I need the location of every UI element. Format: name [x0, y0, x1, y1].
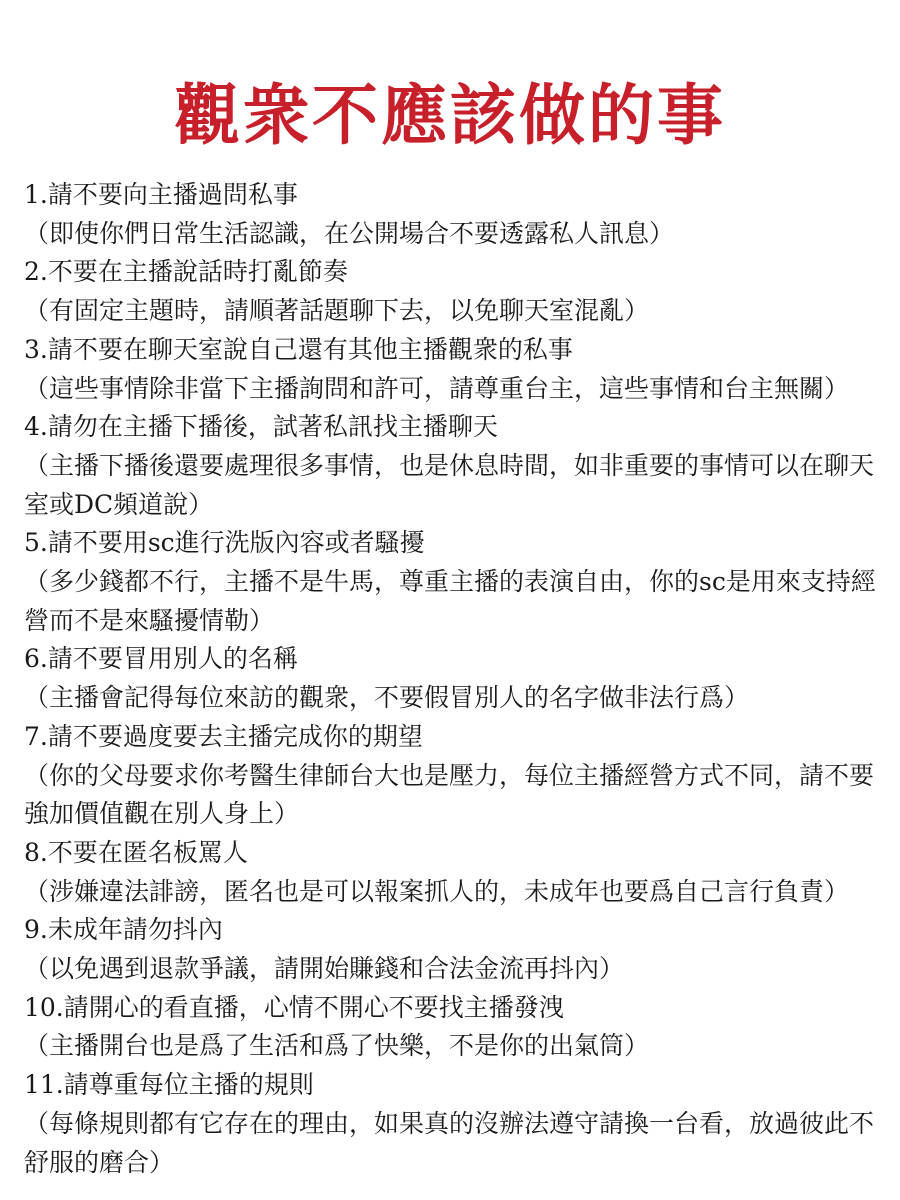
rule-item-1 [24, 176, 890, 253]
rules-list [24, 176, 890, 1182]
rule-text: 11.請尊重每位主播的規則 [24, 1070, 314, 1100]
rule-item-11 [24, 1066, 890, 1182]
rule-note: （有固定主題時，請順著話題聊下去，以免聊天室混亂） [24, 296, 650, 326]
rule-note: （多少錢都不行，主播不是牛馬，尊重主播的表演自由，你的sc是用來支持經營而不是來騷擾情勒） [24, 567, 876, 635]
rule-text: 9.未成年請勿抖內 [24, 915, 223, 945]
rule-text: 3.請不要在聊天室說自己還有其他主播觀衆的私事 [24, 334, 573, 364]
rule-text: 8.不要在匿名板罵人 [24, 837, 248, 867]
rule-note: （以免遇到退款爭議，請開始賺錢和合法金流再抖內） [24, 954, 625, 984]
rule-text: 2.不要在主播說話時打亂節奏 [24, 257, 348, 287]
rule-note: （主播下播後還要處理很多事情，也是休息時間，如非重要的事情可以在聊天室或DC頻道說） [24, 450, 875, 519]
rule-text: 4.請勿在主播下播後，試著私訊找主播聊天 [24, 412, 498, 442]
rule-item-6 [24, 640, 890, 717]
rule-text: 7.請不要過度要去主播完成你的期望 [24, 721, 423, 751]
rule-note: （你的父母要求你考醫生律師台大也是壓力，每位主播經營方式不同，請不要強加價值觀在別人身上） [24, 760, 875, 829]
rule-text: 5.請不要用sc進行洗版內容或者騷擾 [24, 528, 425, 558]
rule-text: 10.請開心的看直播，心情不開心不要找主播發洩 [24, 992, 564, 1022]
rule-item-10 [24, 989, 890, 1066]
rule-item-8 [24, 834, 890, 911]
rule-note: （這些事情除非當下主播詢問和許可，請尊重台主，這些事情和台主無關） [24, 373, 850, 403]
rule-text: 6.請不要冒用別人的名稱 [24, 644, 298, 674]
rule-item-2 [24, 253, 890, 330]
rule-note: （每條規則都有它存在的理由，如果真的沒辦法遵守請換一台看，放過彼此不舒服的磨合） [24, 1108, 875, 1177]
rule-note: （主播開台也是爲了生活和爲了快樂，不是你的出氣筒） [24, 1031, 650, 1061]
rule-item-4 [24, 408, 890, 524]
rule-item-9 [24, 911, 890, 988]
page-title: 觀衆不應該做的事 [174, 76, 726, 154]
rule-note: （即使你們日常生活認識，在公開場合不要透露私人訊息） [24, 218, 675, 248]
rule-item-7 [24, 718, 890, 834]
rule-note: （主播會記得每位來訪的觀衆，不要假冒別人的名字做非法行爲） [24, 683, 750, 713]
rule-item-5 [24, 524, 890, 640]
rule-text: 1.請不要向主播過問私事 [24, 180, 298, 209]
rule-note: （涉嫌違法誹謗，匿名也是可以報案抓人的，未成年也要爲自己言行負責） [24, 876, 850, 906]
rule-item-3 [24, 331, 890, 408]
